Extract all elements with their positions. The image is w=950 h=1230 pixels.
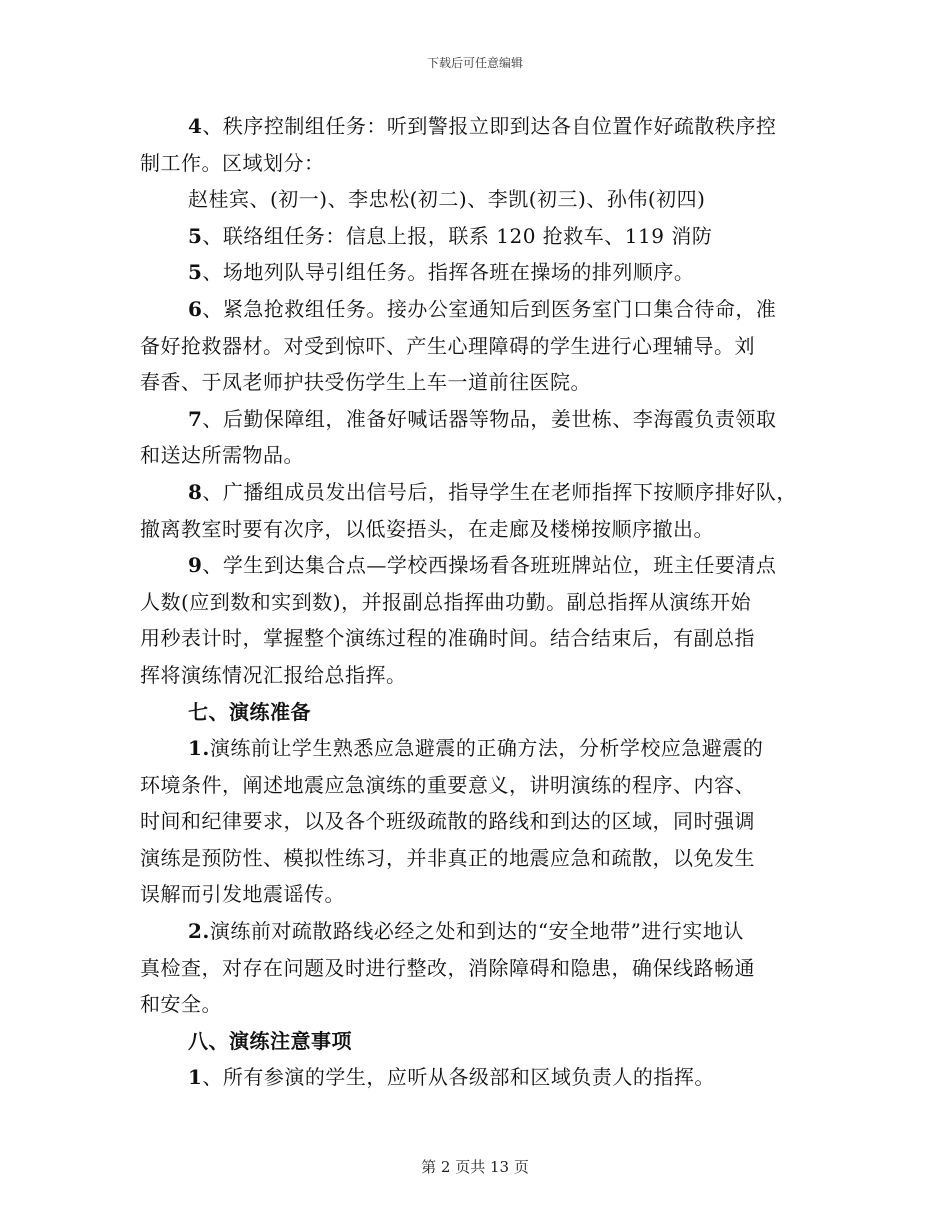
line-text: 和安全。 (140, 992, 222, 1017)
line-text: 演练前让学生熟悉应急避震的正确方法，分析学校应急避震的 (209, 736, 764, 761)
line-text: 、后勤保障组，准备好喊话器等物品，姜世栋、李海霞负责领取 (202, 406, 777, 431)
paragraph-line (140, 840, 820, 877)
line-text: 演练是预防性、模拟性练习，并非真正的地震应急和疏散，以免发生 (140, 845, 755, 870)
paragraph-line (140, 584, 820, 621)
line-text: 、秩序控制组任务：听到警报立即到达各自位置作好疏散秩序控 (202, 114, 777, 138)
line-text: 春香、于凤老师护扶受伤学生上车一道前往医院。 (140, 370, 591, 395)
paragraph-line (140, 181, 820, 218)
paragraph-line (140, 437, 820, 474)
line-text: 七、演练准备 (188, 699, 311, 724)
page-footer: 第 2 页共 13 页 (421, 1158, 529, 1176)
line-text: 、联络组任务：信息上报，联系 120 抢救车、119 消防 (202, 223, 713, 248)
paragraph-line (140, 547, 820, 584)
paragraph-line (140, 291, 820, 328)
line-text: 真检查，对存在问题及时进行整改，消除障碍和隐患，确保线路畅通 (140, 955, 755, 980)
line-text: 和送达所需物品。 (140, 443, 304, 468)
paragraph-line (140, 401, 820, 438)
paragraph-line (140, 950, 820, 987)
paragraph-line (140, 108, 820, 145)
paragraph-line (140, 474, 820, 511)
line-text: 、所有参演的学生，应听从各级部和区域负责人的指挥。 (202, 1065, 715, 1090)
paragraph-line (140, 913, 820, 950)
paragraph-line (140, 1059, 820, 1096)
line-text: 误解而引发地震谣传。 (140, 882, 345, 907)
line-text: 八、演练注意事项 (188, 1028, 352, 1053)
line-text: 人数(应到数和实到数)，并报副总指挥曲功勤。副总指挥从演练开始 (140, 589, 752, 614)
paragraph-line (140, 986, 820, 1023)
line-text: 用秒表计时，掌握整个演练过程的准确时间。结合结束后，有副总指 (140, 626, 755, 651)
item-number: 9 (188, 553, 203, 578)
item-number: 2. (188, 919, 210, 944)
paragraph-line (140, 511, 820, 548)
line-text: 、紧急抢救组任务。接办公室通知后到医务室门口集合待命，准 (202, 296, 777, 321)
paragraph-line (140, 254, 820, 291)
item-number: 6 (188, 296, 203, 321)
paragraph-line (140, 657, 820, 694)
line-text: 环境条件，阐述地震应急演练的重要意义，讲明演练的程序、内容、 (140, 772, 755, 797)
paragraph-line (140, 145, 820, 182)
item-number: 5 (188, 260, 203, 285)
paragraph-line (140, 876, 820, 913)
line-text: 演练前对疏散路线必经之处和到达的“安全地带”进行实地认 (209, 919, 744, 944)
item-number: 4 (188, 114, 203, 138)
section-heading (140, 1023, 820, 1060)
document-body (140, 108, 820, 1096)
item-number: 7 (188, 406, 203, 431)
paragraph-line (140, 620, 820, 657)
line-text: 、场地列队导引组任务。指挥各班在操场的排列顺序。 (202, 260, 695, 285)
page-header-note: 下载后可任意编辑 (426, 56, 523, 70)
line-text: 赵桂宾、(初一)、李忠松(初二)、李凯(初三)、孙伟(初四) (188, 187, 706, 212)
paragraph-line (140, 730, 820, 767)
line-text: 挥将演练情况汇报给总指挥。 (140, 662, 407, 687)
section-heading (140, 694, 820, 731)
item-number: 5 (188, 223, 203, 248)
line-text: 、学生到达集合点—学校西操场看各班班牌站位，班主任要清点 (202, 553, 777, 578)
line-text: 撤离教室时要有次序，以低姿捂头，在走廊及楼梯按顺序撤出。 (140, 516, 714, 541)
paragraph-line (140, 218, 820, 255)
line-text: 制工作。区域划分： (140, 150, 325, 175)
paragraph-line (140, 364, 820, 401)
item-number: 1 (188, 1065, 203, 1090)
line-text: 备好抢救器材。对受到惊吓、产生心理障碍的学生进行心理辅导。刘 (140, 333, 755, 358)
paragraph-line (140, 767, 820, 804)
line-text: 时间和纪律要求，以及各个班级疏散的路线和到达的区域，同时强调 (140, 809, 755, 834)
line-text: 、广播组成员发出信号后，指导学生在老师指挥下按顺序排好队， (202, 479, 797, 504)
item-number: 8 (188, 479, 203, 504)
paragraph-line (140, 803, 820, 840)
paragraph-line (140, 328, 820, 365)
item-number: 1. (188, 736, 210, 761)
